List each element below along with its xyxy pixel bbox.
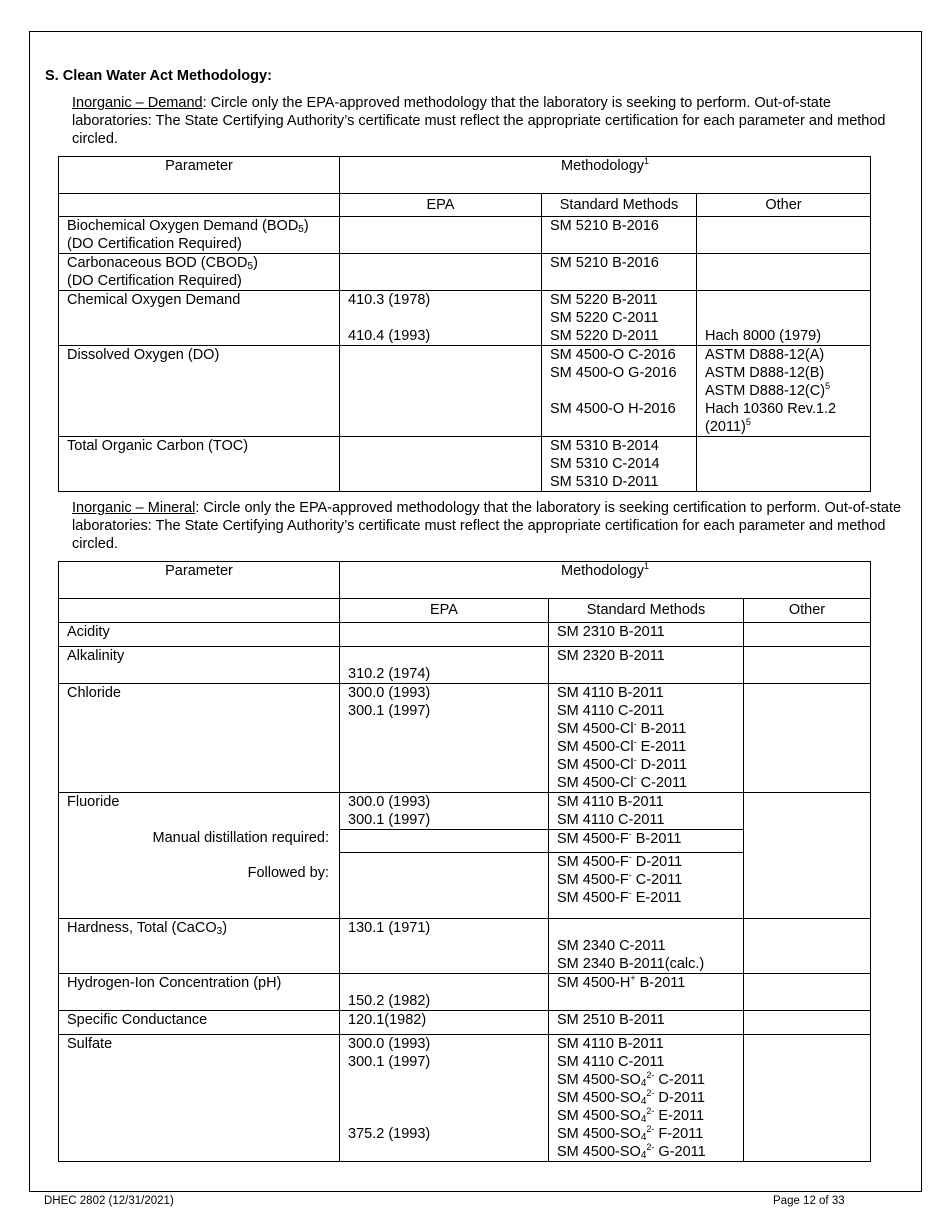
demand-intro xyxy=(72,94,904,148)
section-title: S. Clean Water Act Methodology: xyxy=(45,68,272,84)
method-sm[interactable]: SM 5310 B-2014 SM 5310 C-2014 SM 5310 D-2011 xyxy=(542,437,697,492)
parameter-acidity: Acidity xyxy=(59,623,340,647)
method-sm[interactable]: SM 2310 B-2011 xyxy=(549,623,744,647)
header-parameter: Parameter xyxy=(59,562,340,599)
table-row xyxy=(59,684,871,793)
demand-intro-label: Inorganic – Demand xyxy=(72,95,203,111)
table-row xyxy=(59,254,871,291)
method-sm[interactable]: SM 4110 B-2011 SM 4110 C-2011 SM $4500-SO_4^{2-}$ C-2011 SM $4500-SO_4^{2-}$ D-2011 SM $4500-SO_4^{2-}$ E-2011 SM $4500-SO_4^{2-}$ F-2011 SM $4500-SO_4^{2-}$ G-2011 xyxy=(549,1035,744,1162)
table-row xyxy=(59,974,871,1011)
method-sm[interactable]: SM 5210 B-2016 xyxy=(542,254,697,291)
parameter-toc: Total Organic Carbon (TOC) xyxy=(59,437,340,492)
header-epa: EPA xyxy=(340,194,542,217)
method-sm[interactable]: SM 2320 B-2011 xyxy=(549,647,744,684)
header-other: Other xyxy=(744,599,871,623)
method-other[interactable]: ASTM D888-12(A) ASTM D888-12(B) ASTM $D888-12(C)^5$ Hach 10360 Rev.1.2 $(2011)^5$ xyxy=(697,346,871,437)
method-sm[interactable]: SM 2510 B-2011 xyxy=(549,1011,744,1035)
table-row xyxy=(59,793,871,830)
header-parameter: Parameter xyxy=(59,157,340,194)
method-sm[interactable]: SM 5220 B-2011 SM 5220 C-2011 SM 5220 D-2011 xyxy=(542,291,697,346)
parameter-cod: Chemical Oxygen Demand xyxy=(59,291,340,346)
header-methodology: Methodology$^1$ xyxy=(340,157,871,194)
method-sm[interactable]: SM 4110 B-2011 SM 4110 C-2011 SM 4500-Cl- B-2011 SM 4500-Cl- E-2011 SM 4500-Cl- D-2011 SM 4500-Cl- C-2011 xyxy=(549,684,744,793)
method-epa[interactable]: 130.1 (1971) xyxy=(340,919,549,974)
demand-intro-text: : Circle only the EPA-approved methodology that the laboratory is seeking to perform. Out-of-state laboratories: The State Certifying Authority’s certificate must reflect the appropriate certification for each parameter and method circled. xyxy=(72,95,886,147)
footer-page-number: Page 12 of 33 xyxy=(773,1195,845,1207)
parameter-alkalinity: Alkalinity xyxy=(59,647,340,684)
table-row xyxy=(59,647,871,684)
method-epa[interactable]: 120.1(1982) xyxy=(340,1011,549,1035)
method-sm[interactable]: SM 4500-F- D-2011 SM 4500-F- C-2011 SM 4500-F- E-2011 xyxy=(549,853,744,919)
method-sm[interactable]: SM 4500-F- B-2011 xyxy=(549,830,744,853)
method-sm[interactable]: SM 4500-H+ B-2011 xyxy=(549,974,744,1011)
table-row xyxy=(59,437,871,492)
header-standard-methods: Standard Methods xyxy=(549,599,744,623)
method-epa[interactable]: 410.3 (1978) 410.4 (1993) xyxy=(340,291,542,346)
parameter-cbod: Carbonaceous BOD $(CBOD_5)$ (DO Certification Required) xyxy=(59,254,340,291)
mineral-intro xyxy=(72,499,904,553)
method-epa[interactable]: 150.2 (1982) xyxy=(340,974,549,1011)
parameter-chloride: Chloride xyxy=(59,684,340,793)
header-standard-methods: Standard Methods xyxy=(542,194,697,217)
parameter-sulfate: Sulfate xyxy=(59,1035,340,1162)
footer-form-id: DHEC 2802 (12/31/2021) xyxy=(44,1195,174,1207)
parameter-ph: Hydrogen-Ion Concentration (pH) xyxy=(59,974,340,1011)
mineral-intro-text: : Circle only the EPA-approved methodology that the laboratory is seeking certification to perform. Out-of-state laboratories: The State Certifying Authority’s certificate must reflect the appropriate certification for each parameter and method circled. xyxy=(72,500,902,552)
table-row xyxy=(59,1035,871,1162)
header-methodology: Methodology$^1$ xyxy=(340,562,871,599)
header-blank xyxy=(59,194,340,217)
method-sm[interactable]: SM 2340 C-2011 SM 2340 B-2011(calc.) xyxy=(549,919,744,974)
method-epa[interactable]: 300.0 (1993) 300.1 (1997) xyxy=(340,793,549,830)
table-row xyxy=(59,919,871,974)
parameter-fluoride: Fluoride Manual distillation required: Followed by: xyxy=(59,793,340,919)
method-epa[interactable]: 310.2 (1974) xyxy=(340,647,549,684)
header-blank xyxy=(59,599,340,623)
header-epa: EPA xyxy=(340,599,549,623)
table-row xyxy=(59,1011,871,1035)
demand-table xyxy=(58,156,871,492)
method-other[interactable]: Hach 8000 (1979) xyxy=(697,291,871,346)
header-other: Other xyxy=(697,194,871,217)
table-row xyxy=(59,217,871,254)
parameter-bod: Biochemical Oxygen Demand $(BOD_5)$ (DO Certification Required) xyxy=(59,217,340,254)
parameter-conductance: Specific Conductance xyxy=(59,1011,340,1035)
method-epa[interactable]: 300.0 (1993) 300.1 (1997) xyxy=(340,684,549,793)
table-row xyxy=(59,623,871,647)
mineral-table xyxy=(58,561,871,1162)
parameter-hardness: Hardness, Total (CaCO$_3$) xyxy=(59,919,340,974)
method-sm[interactable]: SM 4110 B-2011 SM 4110 C-2011 xyxy=(549,793,744,830)
method-sm[interactable]: SM 5210 B-2016 xyxy=(542,217,697,254)
method-sm[interactable]: SM 4500-O C-2016 SM 4500-O G-2016 SM 4500-O H-2016 xyxy=(542,346,697,437)
method-epa[interactable]: 300.0 (1993) 300.1 (1997) 375.2 (1993) xyxy=(340,1035,549,1162)
parameter-do: Dissolved Oxygen (DO) xyxy=(59,346,340,437)
mineral-intro-label: Inorganic – Mineral xyxy=(72,500,196,516)
table-row xyxy=(59,291,871,346)
table-row xyxy=(59,346,871,437)
